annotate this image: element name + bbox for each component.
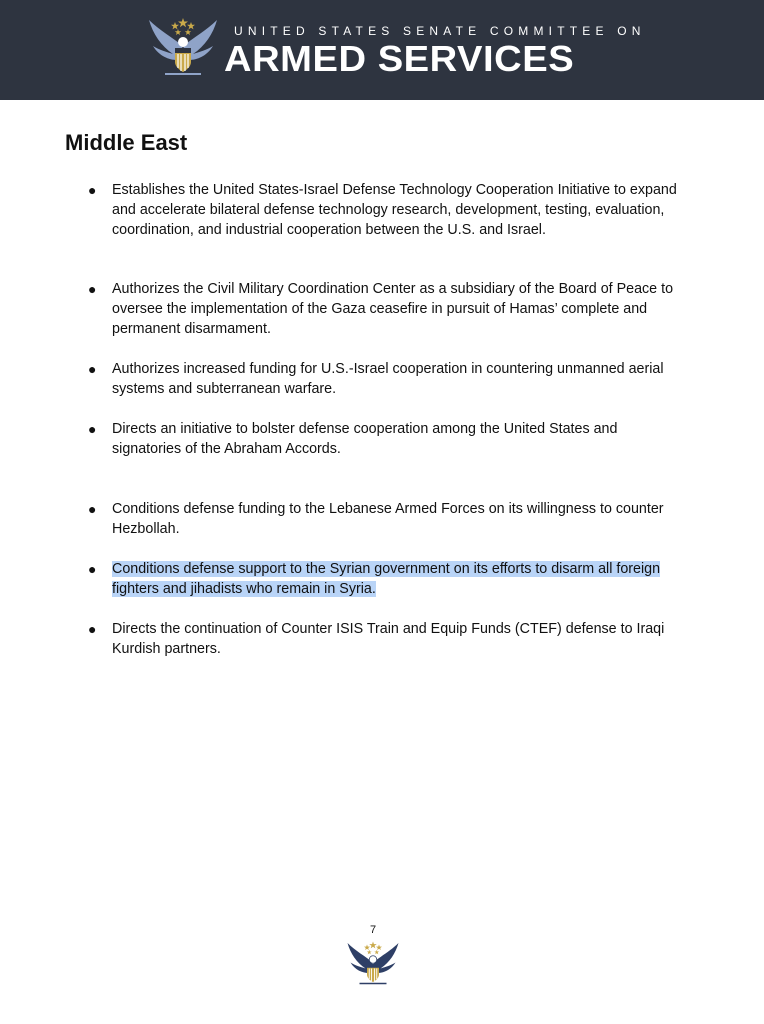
page-header bbox=[0, 0, 764, 100]
bullet-text: Authorizes the Civil Military Coordination Center as a subsidiary of the Board of Peace to oversee the implementation of the Gaza ceasefire in pursuit of Hamas’ complete and permanent disarmament. bbox=[112, 281, 674, 337]
bullet-icon: ● bbox=[88, 561, 97, 577]
bullet-text: Establishes the United States-Israel Defense Technology Cooperation Initiative to expand and accelerate bilateral defense technology research, development, testing, evaluation, coordination, and industrial cooperation between the U.S. and Israel. bbox=[112, 182, 677, 238]
section-title: Middle East bbox=[65, 130, 188, 155]
list-item bbox=[88, 180, 688, 240]
list-item bbox=[88, 559, 688, 599]
highlighted-text[interactable]: Conditions defense support to the Syrian government on its efforts to disarm all foreign fighters and jihadists who remain in Syria. bbox=[112, 561, 661, 597]
page-number: 7 bbox=[369, 924, 377, 936]
list-item bbox=[88, 279, 688, 339]
list-item bbox=[88, 419, 688, 459]
bullet-icon: ● bbox=[88, 182, 97, 198]
committee-title: ARMED SERVICES bbox=[224, 38, 575, 79]
list-item bbox=[88, 499, 688, 539]
bullet-icon: ● bbox=[88, 421, 97, 437]
bullet-icon: ● bbox=[88, 621, 97, 637]
bullet-text: Directs an initiative to bolster defense cooperation among the United States and signatories of the Abraham Accords. bbox=[112, 421, 618, 457]
list-item bbox=[88, 619, 688, 659]
list-item bbox=[88, 359, 688, 399]
bullet-text: Conditions defense funding to the Lebanese Armed Forces on its willingness to counter Hezbollah. bbox=[112, 501, 664, 537]
bullet-icon: ● bbox=[88, 501, 97, 517]
bullet-icon: ● bbox=[88, 361, 97, 377]
eagle-shield-icon bbox=[147, 16, 219, 80]
bullet-text: Authorizes increased funding for U.S.-Israel cooperation in countering unmanned aerial systems and subterranean warfare. bbox=[112, 361, 664, 397]
eagle-shield-icon bbox=[344, 940, 402, 988]
bullet-text: Directs the continuation of Counter ISIS Train and Equip Funds (CTEF) defense to Iraqi Kurdish partners. bbox=[112, 621, 665, 657]
committee-subtitle: UNITED STATES SENATE COMMITTEE ON bbox=[234, 24, 646, 38]
bullet-icon: ● bbox=[88, 281, 97, 297]
